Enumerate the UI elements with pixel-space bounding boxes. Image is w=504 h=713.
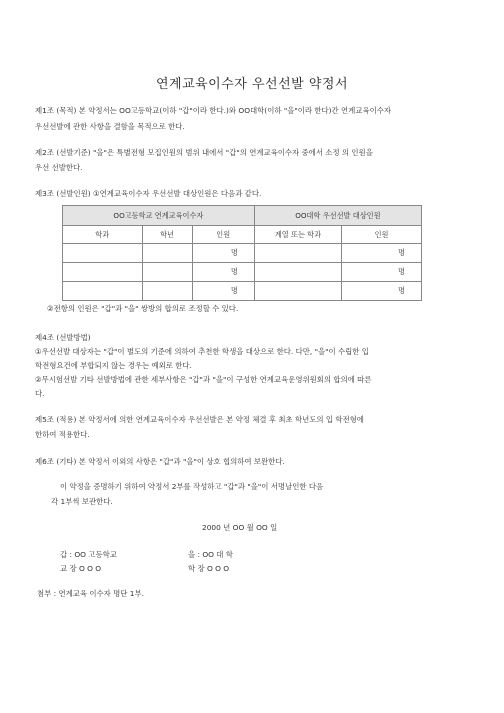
article-4-line-1: ①우선선발 대상자는 "갑"이 별도의 기준에 의하여 추천한 학생을 대상으로 한다. 다만, "을"이 수립한 입 — [35, 347, 369, 356]
party-gap-head: 교 장 O O O — [60, 564, 102, 573]
table-row — [63, 263, 422, 282]
cell-grade — [142, 282, 192, 301]
article-4-title: 제4조 (선발방법) — [35, 333, 91, 342]
table-row — [63, 244, 422, 263]
table-column-header-row — [63, 226, 422, 244]
article-4-line-3: ②무시험선발 기타 선발방법에 관한 세부사항은 "갑"과 "을"이 구성한 연계교육운영위원회의 합의에 따른 — [35, 375, 372, 384]
article-1-line-1: 제1조 (목적) 본 약정서는 OO고등학교(이하 "갑"이라 한다.)와 OO대학(이하 "을"이라 한다)간 연계교육이수자 — [35, 106, 392, 115]
party-eul-head: 학 장 O O O — [188, 564, 230, 573]
article-6-line-1: 제6조 (기타) 본 약정서 이외의 사항은 "갑"과 "을"이 상호 협의하여 보완한다. — [35, 457, 285, 466]
col-count-left: 인원 — [192, 226, 254, 244]
col-count-right: 인원 — [342, 226, 422, 244]
cell-count-right: 명 — [342, 244, 422, 263]
cell-field — [254, 263, 341, 282]
cell-count-right: 명 — [342, 282, 422, 301]
col-grade: 학년 — [142, 226, 192, 244]
article-5-line-1: 제5조 (적용) 본 약정서에 의한 연계교육이수자 우선선발은 본 약정 체결 후 최초 학년도의 입 학전형에 — [35, 415, 364, 424]
cell-subject — [63, 282, 143, 301]
cell-subject — [63, 263, 143, 282]
cell-count-right: 명 — [342, 263, 422, 282]
article-1-line-2: 우선선발에 관한 사항을 결함을 목적으로 한다. — [35, 122, 185, 131]
table-group-left: OO고등학교 연계교육이수자 — [63, 206, 255, 226]
closing-line-2: 각 1부씩 보관한다. — [51, 497, 113, 506]
table-group-right: OO대학 우선선발 대상인원 — [254, 206, 421, 226]
table-group-header-row — [63, 206, 422, 226]
cell-field — [254, 282, 341, 301]
article-4-line-4: 다. — [35, 389, 45, 398]
closing-line-1: 이 약정을 증명하기 위하여 약정서 2부를 작성하고 "갑"과 "을"이 서명날인한 다음 — [60, 482, 324, 491]
cell-subject — [63, 244, 143, 263]
article-2-line-1: 제2조 (선발기준) "을"은 특별전형 모집인원의 범위 내에서 "갑"의 연계교육이수자 중에서 소정 의 인원을 — [35, 148, 373, 157]
col-subject: 학과 — [63, 226, 143, 244]
attachment-note: 첨부 : 연계교육 이수자 명단 1부. — [37, 589, 144, 598]
article-3-line-1: 제3조 (선발인원) ①연계교육이수자 우선선발 대상인원은 다음과 같다. — [35, 189, 262, 198]
selection-quota-table — [62, 205, 422, 301]
signing-date: 2000 년 OO 월 OO 일 — [202, 523, 278, 532]
cell-grade — [142, 263, 192, 282]
col-field: 계열 또는 학과 — [254, 226, 341, 244]
party-eul-label: 을 : OO 대 학 — [188, 550, 233, 559]
cell-count-left: 명 — [192, 244, 254, 263]
cell-count-left: 명 — [192, 263, 254, 282]
article-3-note: ②전항의 인원은 "갑"과 "을" 쌍방의 합의로 조정할 수 있다. — [47, 304, 239, 313]
cell-count-left: 명 — [192, 282, 254, 301]
article-2-line-2: 우선 선발한다. — [35, 163, 83, 172]
document-title: 연계교육이수자 우선선발 약정서 — [155, 77, 349, 92]
article-4-line-2: 학전형요건에 부합되지 않는 경우는 예외로 한다. — [35, 361, 192, 370]
table-row — [63, 282, 422, 301]
cell-field — [254, 244, 341, 263]
article-5-line-2: 한하여 적용한다. — [35, 430, 90, 439]
party-gap-label: 갑 : OO 고등학교 — [60, 550, 117, 559]
cell-grade — [142, 244, 192, 263]
